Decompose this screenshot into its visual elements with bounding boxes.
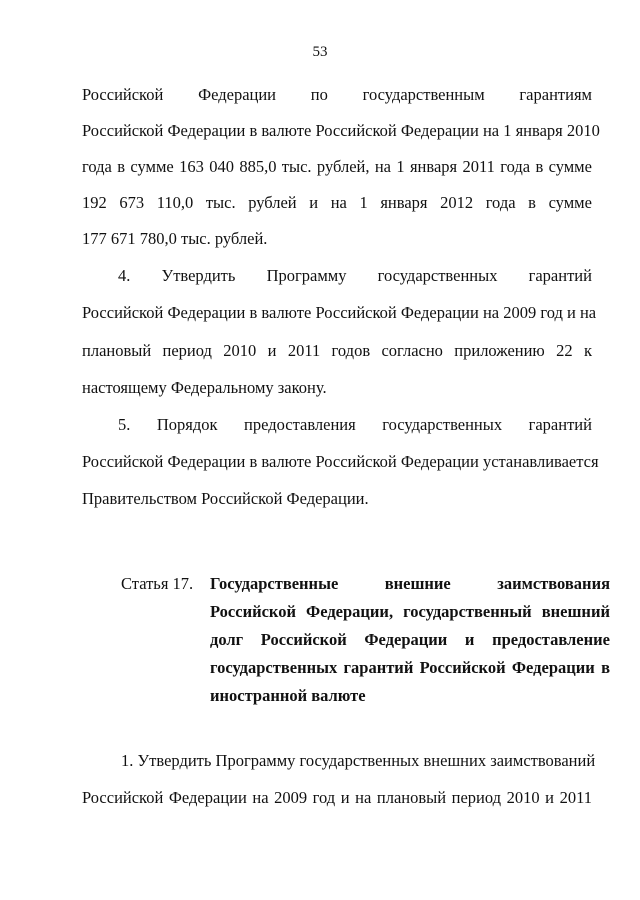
text-line: 192 673 110,0 тыс. рублей и на 1 января 2012 года в сумме	[82, 193, 592, 212]
text-line: 5. Порядок предоставления государственных гарантий	[118, 415, 592, 434]
text-line: плановый период 2010 и 2011 годов согласно приложению 22 к	[82, 341, 592, 360]
article-label: Статья 17.	[121, 574, 194, 593]
text-line: Российской Федерации в валюте Российской Федерации на 1 января 2010	[82, 121, 600, 140]
text-line: 177 671 780,0 тыс. рублей.	[82, 229, 268, 248]
text-line: Российской Федерации на 2009 год и на плановый период 2010 и 2011	[82, 788, 592, 807]
article-title-line: долг Российской Федерации и предоставление	[210, 630, 610, 649]
text-line: настоящему Федеральному закону.	[82, 378, 327, 397]
article-title-line: государственных гарантий Российской Федерации в	[210, 658, 610, 677]
text-line: Правительством Российской Федерации.	[82, 489, 369, 508]
text-line: 1. Утвердить Программу государственных внешних заимствований	[121, 751, 596, 770]
text-line: года в сумме 163 040 885,0 тыс. рублей, на 1 января 2011 года в сумме	[82, 157, 592, 176]
article-title-line: Государственные внешние заимствования	[210, 574, 610, 593]
text-line: Российской Федерации в валюте Российской Федерации устанавливается	[82, 452, 599, 471]
text-line: Российской Федерации в валюте Российской Федерации на 2009 год и на	[82, 303, 597, 322]
text-line: Российской Федерации по государственным гарантиям	[82, 85, 592, 104]
page-number: 53	[312, 44, 328, 60]
article-title-line: Российской Федерации, государственный внешний	[210, 602, 610, 621]
article-title-line: иностранной валюте	[210, 686, 366, 705]
text-line: 4. Утвердить Программу государственных гарантий	[118, 266, 592, 285]
